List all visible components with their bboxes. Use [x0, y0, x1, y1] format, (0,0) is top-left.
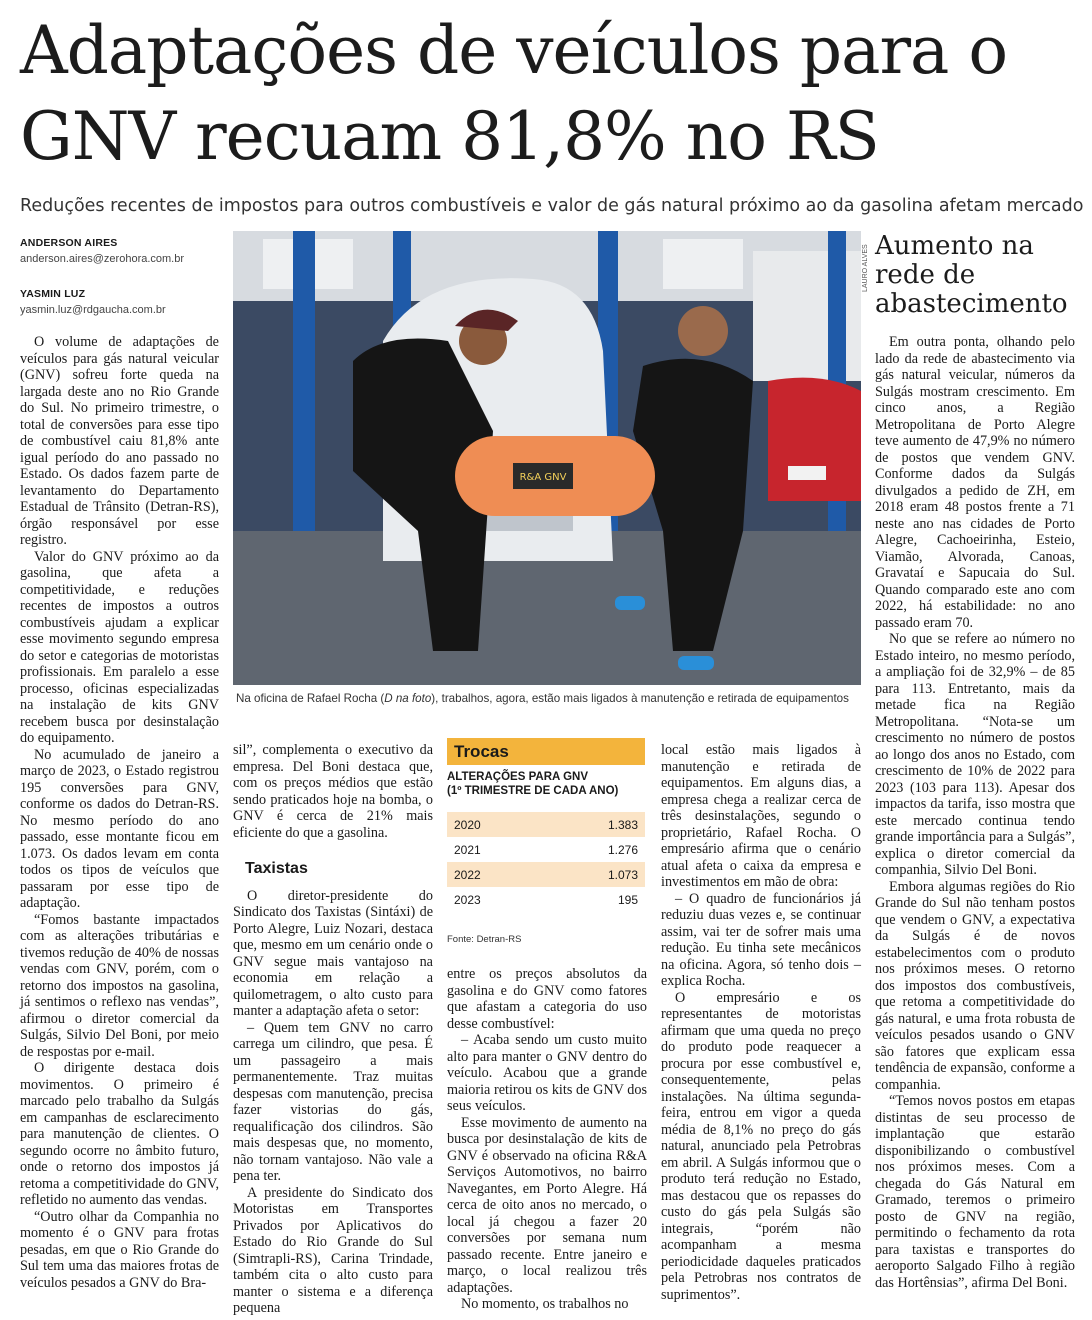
- paragraph: Em outra ponta, olhando pelo lado da rede de abastecimento via gás natural veicular, números da Sulgás mostram crescimento. Em cinco anos, a Região Metropolitana de Porto Alegre teve aumento de 47,9% no número de postos que vendem GNV. Conforme dados da Sulgás divulgados a pedido de ZH, em 2018 eram 48 postos frente a 71 neste ano nas cidades de Porto Alegre, Cachoeirinha, Esteio, Viamão, Alvorada, Canoas, Gravataí e Sapucaia do Sul. Quando comparado este ano com 2022, há estabilidade: no ano passado eram 70.: [875, 334, 1075, 631]
- author-email[interactable]: anderson.aires@zerohora.com.br: [20, 253, 185, 265]
- table-year: 2022: [447, 862, 542, 887]
- table-year: 2020: [447, 812, 542, 837]
- byline-2: [20, 288, 220, 316]
- paragraph: No acumulado de janeiro a março de 2023, o Estado registrou 195 conversões para GNV, conforme os dados do Detran-RS. No mesmo período do ano passado, esse montante ficou em 1.073. Os dados levam em conta todos os tipos de veículos que passaram por esse tipo de adaptação.: [20, 746, 219, 911]
- table-subtitle: ALTERAÇÕES PARA GNV (1º TRIMESTRE DE CADA ANO): [447, 771, 619, 797]
- byline-1: [20, 237, 220, 265]
- paragraph: Valor do GNV próximo ao da gasolina, que afeta a competitividade, e reduções recentes de impostos a outros combustíveis ajudam a explicar esse movimento segundo empresa do setor e categorias de motoristas profissionais. Em paralelo a esse processo, oficinas especializadas na instalação de kits GNV recebem busca por desinstalação do equipamento.: [20, 548, 219, 746]
- photo-credit: LAURO ALVES: [862, 244, 869, 292]
- table-source: Fonte: Detran-RS: [447, 934, 522, 945]
- table-row: [447, 862, 645, 887]
- paragraph: – O quadro de funcionários já reduziu duas vezes e, se continuar assim, vai ter de sofrer mais uma redução. Eu tinha sete mecânicos na oficina. Agora, só tenho dois – explica Rocha.: [661, 890, 861, 989]
- paragraph: O volume de adaptações de veículos para gás natural veicular (GNV) sofreu forte queda na largada deste ano no Rio Grande do Sul. No primeiro trimestre, o total de conversões para esse tipo de combustível caiu 81,8% ante igual período do ano passado no Estado. Os dados fazem parte de levantamento do Departamento Estadual de Trânsito (Detran-RS), órgão responsável por esse registro.: [20, 334, 219, 548]
- headline: Adaptações de veículos para o GNV recuam 81,8% no RS: [20, 12, 1008, 175]
- paragraph: entre os preços absolutos da gasolina e do GNV como fatores que afastam a categoria do uso desse combustível:: [447, 966, 647, 1032]
- subtitle: Reduções recentes de impostos para outros combustíveis e valor de gás natural próximo ao da gasolina afetam mercado: [20, 196, 1084, 216]
- paragraph: “Outro olhar da Companhia no momento é o GNV para frotas pesadas, em que o Rio Grande do Sul tem uma das maiores frotas de veículos pesados a GNV do Bra-: [20, 1208, 219, 1291]
- paragraph: O dirigente destaca dois movimentos. O primeiro é marcado pelo trabalho da Sulgás em campanhas de esclarecimento para manutenção de clientes. O segundo ocorre no âmbito futuro, onde o retorno dos impostos já retoma a competitividade do GNV, refletido no aumento das vendas.: [20, 1060, 219, 1208]
- table-value: 1.276: [607, 842, 638, 857]
- cylinder-label: R&A GNV: [519, 472, 567, 483]
- paragraph: – Quem tem GNV no carro carrega um cilindro, que pesa. É um passageiro a mais permanentemente. Traz muitas despesas com manutenção, precisa fazer vistorias do gás, requalificação dos cilindros. São mais despesas que, no momento, não tornam vantajoso. Não vale a pena ter.: [233, 1019, 433, 1184]
- conversions-table: [447, 812, 645, 912]
- article-column-1: [20, 334, 219, 1291]
- author-name: ANDERSON AIRES: [20, 237, 118, 249]
- paragraph: No que se refere ao número no Estado inteiro, no mesmo período, a ampliação foi de 32,9% – de 85 para 113. Entretanto, mais da metade fica na Região Metropolitana. “Nota-se um crescimento no número de postos ao longo dos anos no Estado, com crescimento de 10% de 2022 para 2023 (103 para 113). Apesar dos impactos da tarifa, isso mostra que este mercado continua tendo grande importância para a Sulgás”, explica o diretor comercial da companhia, Silvio Del Boni.: [875, 631, 1075, 878]
- paragraph: Embora algumas regiões do Rio Grande do Sul não tenham postos que vendem o GNV, a expectativa da Sulgás é de novos estabelecimentos com o produto nos próximos meses. O retorno dos impostos dos combustíveis, que retoma a competitividade do gás natural, e uma frota robusta de veículos pesados usando o GNV são fatores que explicam essa tendência de expansão, conforme a companhia.: [875, 878, 1075, 1093]
- workshop-photo-illustration: [233, 231, 861, 685]
- paragraph: Esse movimento de aumento na busca por desinstalação de kits de GNV é observado na oficina R&A Serviços Automotivos, no bairro Navegantes, em Porto Alegre. Há cerca de oito anos no mercado, o local já chegou a fazer 20 conversões por semana num passado recente. Entre janeiro e março, o local realizou três adaptações.: [447, 1114, 647, 1296]
- workshop-photo: [233, 231, 861, 685]
- sidebar-column: [875, 334, 1075, 1291]
- paragraph: “Fomos bastante impactados com as alterações tributárias e tivemos redução de 40% de nossas vendas com GNV, porém, com o retorno dos impostos na gasolina, já sentimos o reflexo nas vendas”, afirmou o diretor comercial da Sulgás, Silvio Del Boni, por meio de respostas por e-mail.: [20, 911, 219, 1060]
- paragraph: – Acaba sendo um custo muito alto para manter o GNV dentro do veículo. Acabou que a grande maioria retirou os kits de GNV dos seus veículos.: [447, 1032, 647, 1114]
- table-value: 1.073: [542, 862, 645, 887]
- paragraph: No momento, os trabalhos no: [461, 1296, 629, 1312]
- table-value: 195: [617, 892, 638, 907]
- article-column-2: [233, 742, 433, 1317]
- table-title: Trocas: [447, 738, 645, 765]
- table-row: [447, 812, 645, 837]
- paragraph: “Temos novos postos em etapas distintas de seu processo de implantação que estarão disponibilizando o combustível nos próximos meses. Com a chegada do Gás Natural em Gramado, teremos o primeiro posto de GNV na região, permitindo o fechamento da rota para taxistas e transportes do aeroporto Salgado Filho à região das Hortênsias”, afirma Del Boni.: [875, 1093, 1075, 1291]
- table-year: 2023: [454, 892, 481, 907]
- article-column-3: [447, 966, 647, 1313]
- table-year: 2021: [454, 842, 481, 857]
- table-row: [447, 837, 645, 862]
- paragraph: O empresário e os representantes de motoristas afirmam que uma queda no preço do produto pode reaquecer a procura por esse combustível e, consequentemente, pelas instalações. Na última segunda-feira, entrou em vigor a queda média de 8,1% no preço do gás natural, anunciado pela Petrobras em abril. A Sulgás informou que o produto terá redução no Estado, mas destacou que os repasses do custo do gás pela Sulgás são integrais, “porém não acompanham a mesma periodicidade daqueles praticados pela Petrobras nos contratos de suprimentos”.: [661, 989, 861, 1303]
- paragraph: O diretor-presidente do Sindicato dos Taxistas (Sintáxi) de Porto Alegre, Luiz Nozari, destaca que, mesmo em um cenário onde o GNV segue mais vantajoso na economia em relação a quilometragem, o alto custo para manter a adaptação afeta o setor:: [233, 887, 433, 1019]
- section-subhead: Taxistas: [245, 860, 308, 877]
- table-row: [447, 887, 645, 912]
- author-name: YASMIN LUZ: [20, 288, 86, 300]
- paragraph: sil”, complementa o executivo da empresa. Del Boni destaca que, com os preços médios que estão sendo praticados hoje na bomba, o GNV é cerca de 21% mais eficiente do que a gasolina.: [233, 742, 433, 841]
- paragraph: A presidente do Sindicato dos Motoristas em Transportes Privados por Aplicativos do Estado do Rio Grande do Sul (Simtrapli-RS), Carina Trindade, também cita o alto custo para manter o sistema e a diferença pequena: [233, 1184, 433, 1316]
- author-email[interactable]: yasmin.luz@rdgaucha.com.br: [20, 304, 166, 316]
- article-column-4: [661, 742, 861, 1303]
- photo-caption: Na oficina de Rafael Rocha (D na foto), trabalhos, agora, estão mais ligados à manutenção e retirada de equipamentos: [236, 692, 849, 705]
- table-value: 1.383: [542, 812, 645, 837]
- paragraph: local estão mais ligados à manutenção e retirada de equipamentos. Em alguns dias, a empresa chega a realizar cerca de três desinstalações, segundo o proprietário, Rafael Rocha. O empresário afirma que o cenário atual afeta o caixa da empresa e investimentos em mão de obra:: [661, 742, 861, 890]
- sidebar-title: Aumento na rede de abastecimento: [875, 231, 1068, 319]
